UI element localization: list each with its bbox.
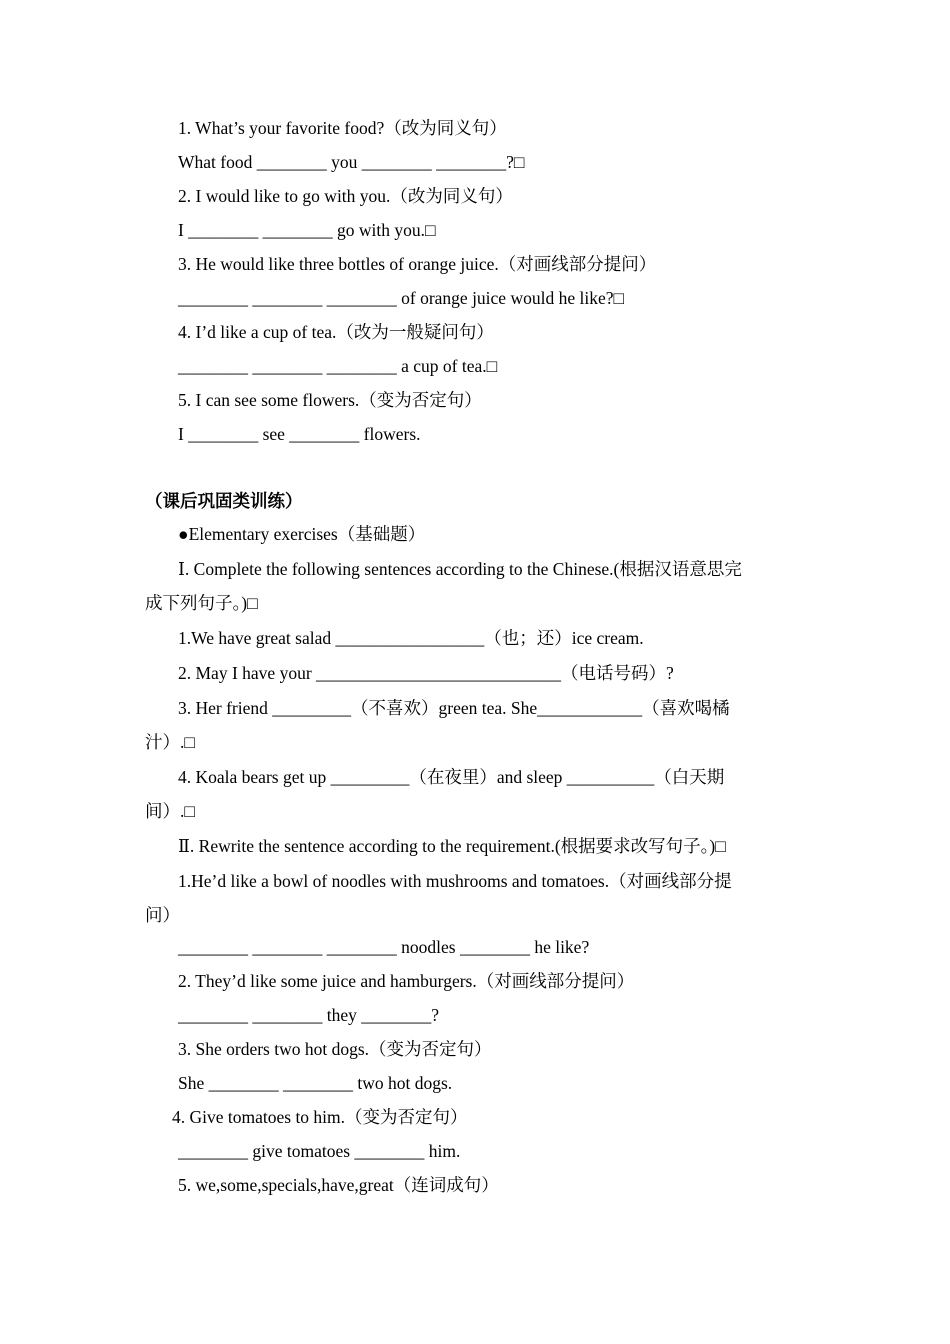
part-1-item-2: 2. May I have your ____________________________（电话号码）? (178, 663, 674, 683)
part-1-item-3: 3. Her friend _________（不喜欢）green tea. She____________（喜欢喝橘 (178, 698, 730, 718)
answer-line-3: ________ ________ ________ of orange juice would he like?□ (178, 288, 625, 308)
question-2: 2. I would like to go with you.（改为同义句） (178, 186, 513, 206)
subsection-heading: ●Elementary exercises（基础题） (178, 524, 426, 544)
question-4: 4. I’d like a cup of tea.（改为一般疑问句） (178, 322, 494, 342)
part-2-answer-3: She ________ ________ two hot dogs. (178, 1073, 453, 1093)
part-1-instruction-cont: 成下列句子。)□ (145, 593, 258, 613)
part-1-item-1: 1.We have great salad _________________（也；还）ice cream. (178, 628, 644, 648)
part-2-item-2: 2. They’d like some juice and hamburgers.（对画线部分提问） (178, 971, 635, 991)
part-2-answer-1: ________ ________ ________ noodles ________ he like? (178, 937, 590, 957)
part-2-item-5: 5. we,some,specials,have,great（连词成句） (178, 1175, 499, 1195)
question-1: 1. What’s your favorite food?（改为同义句） (178, 118, 507, 138)
part-1-item-3-cont: 汁）.□ (145, 732, 195, 752)
part-2-item-4: 4. Give tomatoes to him.（变为否定句） (172, 1107, 468, 1127)
part-2-instruction: Ⅱ. Rewrite the sentence according to the requirement.(根据要求改写句子。)□ (178, 836, 726, 856)
answer-line-4: ________ ________ ________ a cup of tea.□ (178, 356, 498, 376)
part-2-item-1-cont: 问） (145, 905, 180, 925)
part-2-answer-4: ________ give tomatoes ________ him. (178, 1141, 461, 1161)
question-3: 3. He would like three bottles of orange juice.（对画线部分提问） (178, 254, 657, 274)
part-1-item-4-cont: 间）.□ (145, 801, 195, 821)
answer-line-5: I ________ see ________ flowers. (178, 424, 421, 444)
answer-line-1: What food ________ you ________ ________?□ (178, 152, 525, 172)
part-1-instruction: Ⅰ. Complete the following sentences according to the Chinese.(根据汉语意思完 (178, 559, 742, 579)
section-heading: （课后巩固类训练） (145, 491, 303, 511)
part-2-item-1: 1.He’d like a bowl of noodles with mushrooms and tomatoes.（对画线部分提 (178, 871, 732, 891)
question-5: 5. I can see some flowers.（变为否定句） (178, 390, 482, 410)
part-2-answer-2: ________ ________ they ________? (178, 1005, 440, 1025)
answer-line-2: I ________ ________ go with you.□ (178, 220, 436, 240)
part-2-item-3: 3. She orders two hot dogs.（变为否定句） (178, 1039, 492, 1059)
part-1-item-4: 4. Koala bears get up _________（在夜里）and sleep __________（白天期 (178, 767, 725, 787)
